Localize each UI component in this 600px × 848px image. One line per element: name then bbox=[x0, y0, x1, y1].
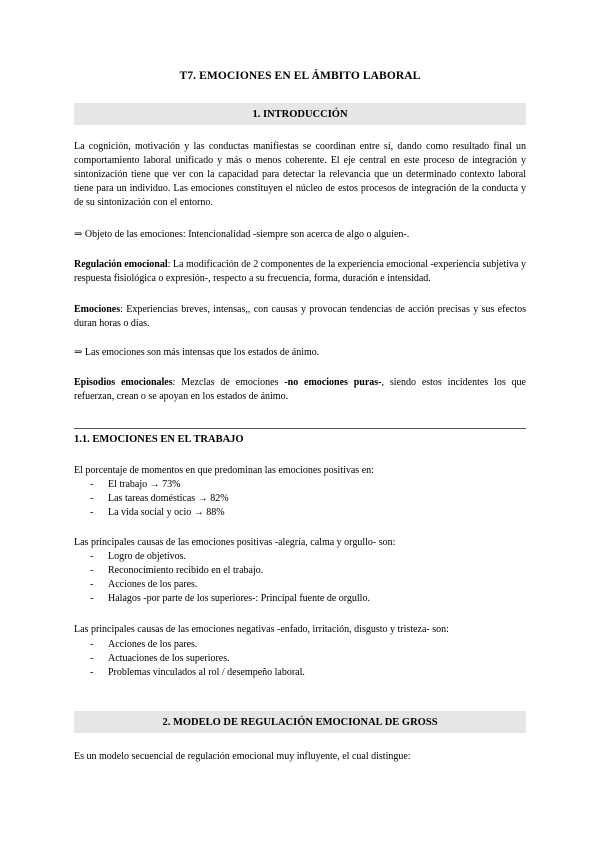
document-title: T7. EMOCIONES EN EL ÁMBITO LABORAL bbox=[179, 70, 421, 82]
intro-paragraph: La cognición, motivación y las conductas manifiestas se coordinan entre sí, dando como resultado final un comportamiento laboral unificado y más o menos coherente. El eje central en este proceso de integración y sintonización tiene que ver con la capacidad para detectar la relevancia que un determinado contexto laboral tiene para un individuo. Las emociones constituyen el núcleo de estos procesos de integración de la conducta y de su sintonización con el entorno. bbox=[74, 141, 526, 208]
emotions-definition: : Experiencias breves, intensas,, con causas y provocan tendencias de acción precisas y sus efectos duran horas o días. bbox=[74, 304, 526, 329]
regulation-definition: : La modificación de 2 componentes de la experiencia emocional -experiencia subjetiva y respuesta fisiológica o expresión-, respecto a su frecuencia, forma, duración e intensidad. bbox=[74, 259, 526, 284]
negative-causes-intro: Las principales causas de las emociones negativas -enfado, irritación, disgusto y tristeza- son: bbox=[74, 624, 449, 635]
episodes-definition-a: : Mezclas de emociones bbox=[172, 377, 285, 388]
list-item: - Problemas vinculados al rol / desempeño laboral. bbox=[74, 666, 526, 680]
episodes-emphasis: -no emociones puras- bbox=[284, 377, 382, 388]
episodes-paragraph bbox=[74, 376, 526, 404]
intensity-text: Las emociones son más intensas que los estados de ánimo. bbox=[84, 347, 320, 358]
episodes-definition-b: , siendo estos incidentes los que refuerzan, crean o se apoyan en los estados de ánimo. bbox=[74, 377, 526, 402]
list-item: - Logro de objetivos. bbox=[74, 550, 526, 564]
section-title: 1. INTRODUCCIÓN bbox=[252, 108, 348, 120]
positive-percentage-intro: El porcentaje de momentos en que predominan las emociones positivas en: bbox=[74, 465, 374, 476]
section-divider bbox=[74, 428, 526, 429]
section-title: 2. MODELO DE REGULACIÓN EMOCIONAL DE GROSS bbox=[162, 716, 438, 728]
regulation-paragraph bbox=[74, 258, 526, 286]
list-item: - Actuaciones de los superiores. bbox=[74, 652, 526, 666]
section-header-introduccion bbox=[74, 103, 526, 125]
positive-causes-intro: Las principales causas de las emociones positivas -alegría, calma y orgullo- son: bbox=[74, 537, 396, 548]
arrow-icon: ⇒ bbox=[74, 229, 83, 240]
emotions-paragraph bbox=[74, 303, 526, 331]
subsection-title-emociones-trabajo: 1.1. EMOCIONES EN EL TRABAJO bbox=[74, 434, 244, 445]
arrow-icon: ⇒ bbox=[74, 347, 83, 358]
section-header-modelo-gross bbox=[74, 711, 526, 733]
negative-causes-list bbox=[74, 638, 526, 680]
positive-percentage-list bbox=[74, 478, 526, 520]
list-item: - La vida social y ocio → 88% bbox=[74, 506, 526, 520]
intensity-paragraph bbox=[74, 346, 526, 360]
list-item: - Las tareas domésticas → 82% bbox=[74, 492, 526, 506]
object-text: Objeto de las emociones: Intencionalidad -siempre son acerca de algo o alguien-. bbox=[84, 229, 410, 240]
gross-intro-paragraph: Es un modelo secuencial de regulación emocional muy influyente, el cual distingue: bbox=[74, 751, 411, 762]
episodes-term: Episodios emocionales bbox=[74, 377, 173, 388]
list-item: - Reconocimiento recibido en el trabajo. bbox=[74, 564, 526, 578]
object-of-emotions-paragraph bbox=[74, 228, 526, 242]
positive-causes-list bbox=[74, 550, 526, 606]
list-item: - El trabajo → 73% bbox=[74, 478, 526, 492]
list-item: - Halagos -por parte de los superiores-: Principal fuente de orgullo. bbox=[74, 592, 526, 606]
emotions-term: Emociones bbox=[74, 304, 121, 315]
regulation-term: Regulación emocional bbox=[74, 259, 168, 270]
list-item: - Acciones de los pares. bbox=[74, 638, 526, 652]
list-item: - Acciones de los pares. bbox=[74, 578, 526, 592]
